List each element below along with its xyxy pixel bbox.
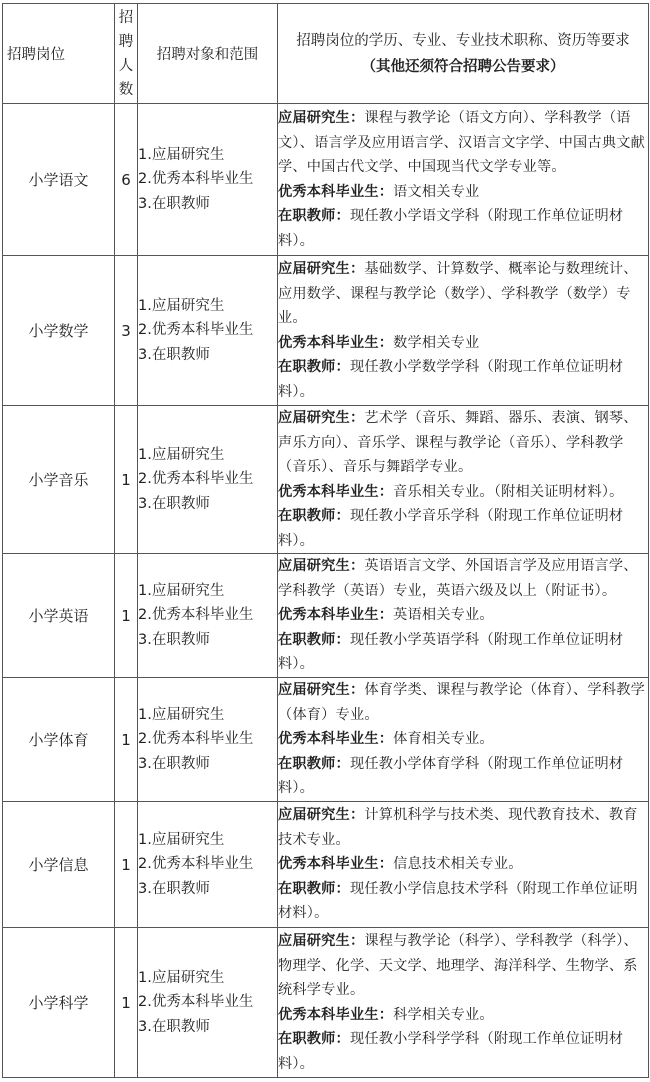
teacher-label: 在职教师：: [278, 508, 350, 524]
teacher-requirement: [278, 877, 648, 926]
requirements-cell: [278, 678, 649, 802]
scope-item: 3.在职教师: [138, 495, 210, 512]
undergrad-text: 科学相关专业。: [393, 1006, 494, 1023]
graduate-label: 应届研究生：: [278, 261, 365, 277]
undergrad-text: 数学相关专业: [393, 334, 480, 351]
undergrad-text: 英语相关专业。: [393, 607, 494, 624]
teacher-text: 现任教小学信息技术学科（附现工作单位证明材料）。: [278, 880, 638, 922]
requirements-cell: [278, 256, 649, 406]
scope-item: 1.应届研究生: [138, 146, 225, 163]
undergrad-requirement: [278, 331, 648, 356]
header-requirements-note: （其他还须符合招聘公告要求）: [361, 58, 565, 75]
scope-cell: [138, 802, 278, 928]
table-row: [3, 256, 649, 406]
graduate-requirement: [278, 803, 648, 852]
graduate-label: 应届研究生：: [278, 410, 365, 426]
undergrad-label: 优秀本科毕业生：: [278, 856, 394, 873]
count-cell: 3: [115, 256, 138, 406]
post-cell: 小学英语: [3, 554, 115, 678]
post-cell: 小学体育: [3, 678, 115, 802]
requirements-cell: [278, 802, 649, 928]
recruitment-table: [2, 3, 649, 1078]
teacher-label: 在职教师：: [278, 359, 350, 375]
header-scope: 招聘对象和范围: [138, 4, 278, 104]
teacher-text: 现任教小学科学学科（附现工作单位证明材料）。: [278, 1031, 624, 1072]
scope-item: 2.优秀本科毕业生: [138, 471, 254, 488]
graduate-label: 应届研究生：: [278, 807, 365, 824]
graduate-label: 应届研究生：: [278, 558, 365, 575]
table-row: [3, 678, 649, 802]
table-row: [3, 554, 649, 678]
post-cell: 小学数学: [3, 256, 115, 406]
scope-item: 2.优秀本科毕业生: [138, 856, 254, 873]
graduate-label: 应届研究生：: [278, 682, 365, 699]
teacher-requirement: [278, 1027, 648, 1076]
post-cell: 小学语文: [3, 104, 115, 256]
requirements-cell: [278, 406, 649, 554]
scope-item: 1.应届研究生: [138, 969, 225, 986]
undergrad-requirement: [278, 852, 648, 877]
header-count-text: 招聘人数: [118, 9, 134, 98]
graduate-requirement: [278, 406, 648, 480]
scope-item: 1.应届研究生: [138, 446, 225, 463]
count-cell: 1: [115, 678, 138, 802]
count-cell: 6: [115, 104, 138, 256]
scope-item: 1.应届研究生: [138, 297, 225, 314]
scope-item: 3.在职教师: [138, 631, 210, 648]
scope-item: 1.应届研究生: [138, 582, 225, 599]
undergrad-label: 优秀本科毕业生：: [278, 607, 394, 624]
graduate-text: 计算机科学与技术类、现代教育技术、教育技术专业。: [278, 807, 638, 848]
table-row: [3, 104, 649, 256]
teacher-text: 现任教小学语文学科（附现工作单位证明材料）。: [278, 208, 624, 249]
undergrad-requirement: [278, 480, 648, 505]
teacher-requirement: [278, 204, 648, 253]
count-cell: 1: [115, 802, 138, 928]
teacher-text: 现任教小学音乐学科（附现工作单位证明材料）。: [278, 508, 624, 549]
teacher-label: 在职教师：: [278, 1031, 350, 1047]
teacher-text: 现任教小学数学学科（附现工作单位证明材料）。: [278, 359, 624, 400]
header-post: 招聘岗位: [3, 4, 115, 104]
undergrad-requirement: [278, 727, 648, 752]
graduate-requirement: [278, 554, 648, 603]
scope-item: 1.应届研究生: [138, 706, 225, 723]
post-cell: 小学科学: [3, 928, 115, 1078]
scope-item: 3.在职教师: [138, 880, 210, 897]
scope-item: 2.优秀本科毕业生: [138, 322, 254, 339]
teacher-text: 现任教小学英语学科（附现工作单位证明材料）。: [278, 631, 624, 673]
scope-item: 2.优秀本科毕业生: [138, 171, 254, 188]
undergrad-requirement: [278, 1003, 648, 1028]
teacher-text: 现任教小学体育学科（附现工作单位证明材料）。: [278, 755, 624, 797]
undergrad-label: 优秀本科毕业生：: [278, 731, 394, 748]
undergrad-label: 优秀本科毕业生：: [278, 334, 394, 351]
undergrad-text: 音乐相关专业。（附相关证明材料）。: [393, 483, 624, 500]
scope-item: 3.在职教师: [138, 755, 210, 772]
undergrad-text: 语文相关专业: [393, 183, 480, 200]
teacher-label: 在职教师：: [278, 880, 350, 897]
scope-item: 2.优秀本科毕业生: [138, 731, 254, 748]
post-cell: 小学信息: [3, 802, 115, 928]
teacher-requirement: [278, 752, 648, 801]
header-row: [3, 4, 649, 104]
undergrad-label: 优秀本科毕业生：: [278, 183, 394, 200]
table-row: [3, 928, 649, 1078]
undergrad-requirement: [278, 180, 648, 205]
post-cell: 小学音乐: [3, 406, 115, 554]
graduate-label: 应届研究生：: [278, 933, 365, 949]
graduate-text: 基础数学、计算数学、概率论与数理统计、应用数学、课程与教学论（数学）、学科教学（数学）专业。: [278, 261, 638, 326]
undergrad-text: 体育相关专业。: [393, 731, 494, 748]
table-body: [3, 104, 649, 1078]
scope-cell: [138, 928, 278, 1078]
scope-item: 2.优秀本科毕业生: [138, 994, 254, 1011]
teacher-label: 在职教师：: [278, 208, 350, 224]
requirements-cell: [278, 104, 649, 256]
scope-item: 3.在职教师: [138, 346, 210, 363]
table-row: [3, 406, 649, 554]
graduate-text: 艺术学（音乐、舞蹈、器乐、表演、钢琴、声乐方向）、音乐学、课程与教学论（音乐）、学科教学（音乐）、音乐与舞蹈学专业。: [278, 410, 638, 475]
undergrad-label: 优秀本科毕业生：: [278, 1006, 394, 1023]
graduate-text: 课程与教学论（科学）、学科教学（科学）、物理学、化学、天文学、地理学、海洋科学、生物学、系统科学专业。: [278, 933, 638, 998]
scope-item: 2.优秀本科毕业生: [138, 607, 254, 624]
header-requirements-text: 招聘岗位的学历、专业、专业技术职称、资历等要求: [296, 32, 630, 49]
table-row: [3, 802, 649, 928]
teacher-requirement: [278, 355, 648, 404]
graduate-text: 课程与教学论（语文方向）、学科教学（语文）、语言学及应用语言学、汉语言文字学、中国古典文献学、中国古代文学、中国现当代文学专业等。: [278, 110, 645, 175]
undergrad-label: 优秀本科毕业生：: [278, 483, 394, 500]
graduate-requirement: [278, 929, 648, 1003]
scope-item: 3.在职教师: [138, 195, 210, 212]
requirements-cell: [278, 554, 649, 678]
graduate-label: 应届研究生：: [278, 110, 365, 126]
graduate-requirement: [278, 257, 648, 331]
scope-cell: [138, 554, 278, 678]
scope-item: 1.应届研究生: [138, 831, 225, 848]
graduate-text: 英语语言文学、外国语言学及应用语言学、学科教学（英语）专业，英语六级及以上（附证书）。: [278, 558, 638, 599]
count-cell: 1: [115, 928, 138, 1078]
header-count: [115, 4, 138, 104]
undergrad-requirement: [278, 603, 648, 628]
teacher-requirement: [278, 504, 648, 553]
teacher-label: 在职教师：: [278, 755, 350, 772]
graduate-text: 体育学类、课程与教学论（体育）、学科教学（体育）专业。: [278, 682, 645, 723]
count-cell: 1: [115, 554, 138, 678]
scope-cell: [138, 678, 278, 802]
teacher-label: 在职教师：: [278, 631, 350, 648]
scope-cell: [138, 104, 278, 256]
undergrad-text: 信息技术相关专业。: [393, 856, 523, 873]
count-cell: 1: [115, 406, 138, 554]
scope-item: 3.在职教师: [138, 1018, 210, 1035]
header-requirements: [278, 4, 649, 104]
graduate-requirement: [278, 678, 648, 727]
graduate-requirement: [278, 106, 648, 180]
requirements-cell: [278, 928, 649, 1078]
scope-cell: [138, 406, 278, 554]
scope-cell: [138, 256, 278, 406]
teacher-requirement: [278, 628, 648, 677]
